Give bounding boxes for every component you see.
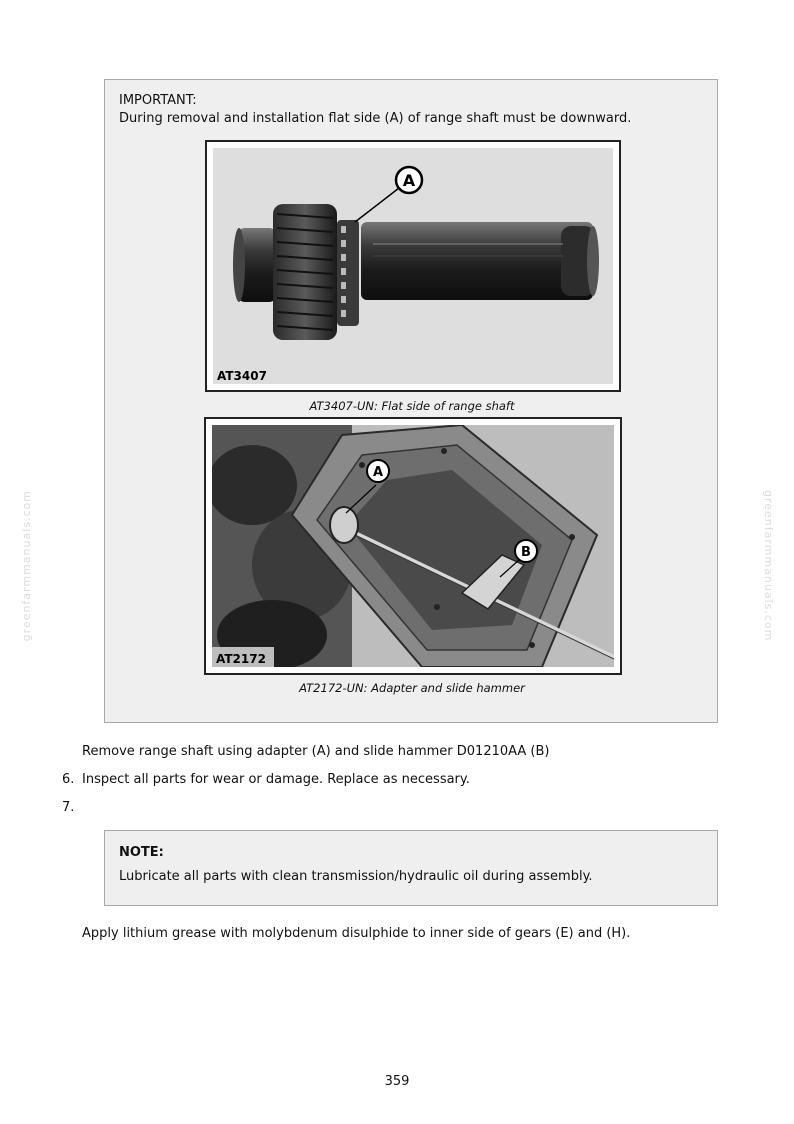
step6-number: 6. [62,772,75,787]
remove-instruction: Remove range shaft using adapter (A) and slide hammer D01210AA (B) [82,744,550,759]
important-box [104,79,718,723]
step7-number: 7. [62,800,75,815]
callout-b-label: B [521,545,531,560]
note-box [104,830,718,906]
page-number: 359 [384,1074,410,1089]
figure1-caption: AT3407-UN: Flat side of range shaft [309,399,515,413]
figure2-code-label: AT2172 [216,652,266,666]
note-title: NOTE: [119,845,164,860]
callout-a-label: A [372,465,384,480]
important-title: IMPORTANT: [119,93,197,108]
watermark-left: greenfarmmanuals.com [20,490,33,642]
figure1-code-label: AT3407 [217,369,267,383]
transmission-housing-photo [212,425,614,667]
figure-adapter-slide-hammer [204,417,622,675]
callout-a-label: A [402,171,416,190]
figure-range-shaft [205,140,621,392]
range-shaft-photo [213,148,613,384]
figure2-caption: AT2172-UN: Adapter and slide hammer [299,681,525,695]
note-text: Lubricate all parts with clean transmission/hydraulic oil during assembly. [119,869,593,884]
watermark-right: greenfarmmanuals.com [762,490,775,642]
important-text: During removal and installation flat side (A) of range shaft must be downward. [119,111,632,126]
step6-text: Inspect all parts for wear or damage. Replace as necessary. [82,772,470,787]
apply-instruction: Apply lithium grease with molybdenum disulphide to inner side of gears (E) and (H). [82,926,631,941]
